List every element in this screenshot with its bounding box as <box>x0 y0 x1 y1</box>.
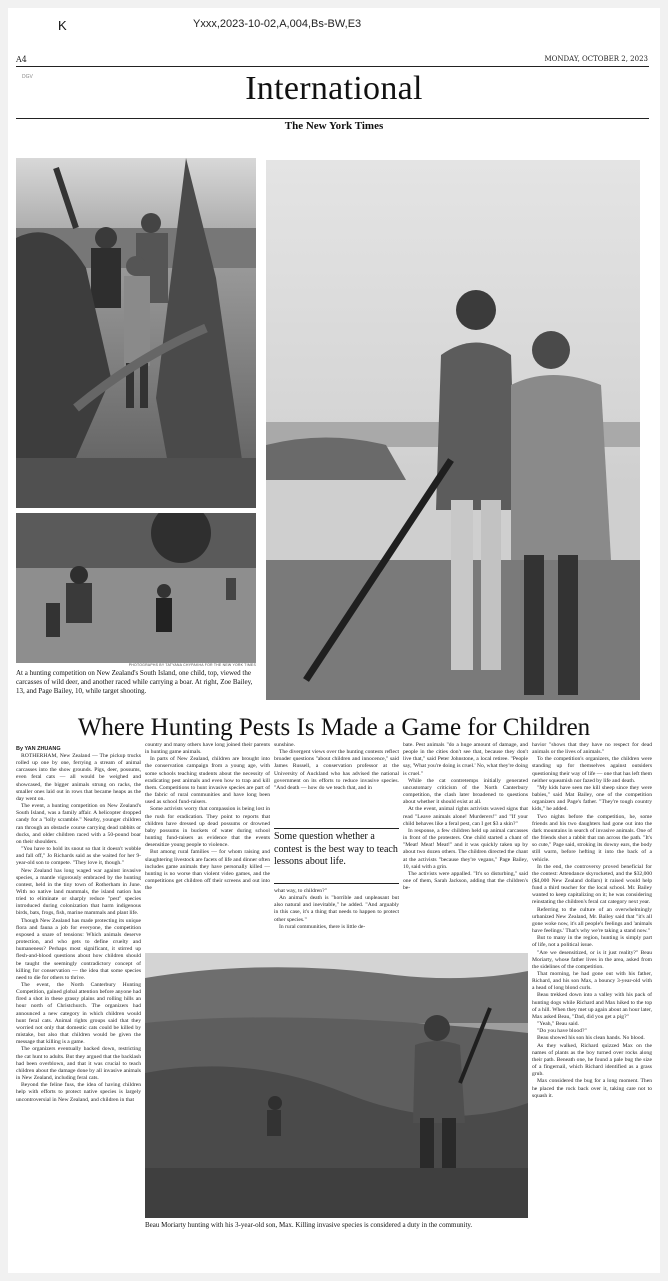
boar-race-image <box>16 513 256 663</box>
slug-letter: K <box>58 18 67 33</box>
top-photo-caption: At a hunting competition on New Zealand's South Island, one child, top, viewed the carcasses of wild deer, and another raced while carrying a boar. At right, Zoe Bailey, 13, and Page Bailey, 10, while target shooting. <box>16 669 253 695</box>
newspaper-page <box>8 8 660 1273</box>
bottom-photo-caption: Beau Moriarty hunting with his 3-year-old son, Max. Killing invasive species is considered a duty in the community. <box>145 1221 473 1229</box>
edition-tag: DGV <box>22 74 33 80</box>
pull-quote-rule-bottom <box>274 883 399 884</box>
pull-quote-rule-top <box>274 828 399 829</box>
article-column-3: sunshine. The divergent views over the hunting contests reflect broader questions "about children and innocence," said James Russell, a conservation professor at the University of Auckland who has advised the national government on its efforts to reduce invasive species. "And death — how do we teach that, and in <box>274 742 399 791</box>
pull-quote: Some question whether a contest is the best way to teach lessons about life. <box>274 831 398 867</box>
photo-deer-carcasses <box>16 158 256 508</box>
hunting-hillside-image <box>145 953 528 1218</box>
header-rule-bottom <box>16 118 649 119</box>
page-date: MONDAY, OCTOBER 2, 2023 <box>544 55 648 63</box>
article-headline: Where Hunting Pests Is Made a Game for Children <box>77 714 591 741</box>
slug-code: Yxxx,2023-10-02,A,004,Bs-BW,E3 <box>193 18 362 30</box>
photo-credit: PHOTOGRAPHS BY TATYANA CHYPAKHA FOR THE NEW YORK TIMES <box>128 663 256 667</box>
article-column-2: country and many others have long joined their parents in hunting game animals. In parts of New Zealand, children are brought into the conservation campaign from a young age, with some schools teaching students about the necessity of eradicating pest animals and even how to trap and kill them. Competitions to hunt invasive species are part of the fabric of rural communities and have long been used as school fund-raisers. Some activists worry that compassion is being lost in the rush for eradication. They point to reports that children have dressed up dead possums or drowned baby possums in buckets of water during school hunting fund-raisers as evidence that the events desensitize young people to violence. But among rural families — for whom raising and slaughtering livestock are facets of life and dinner often includes game animals they have personally killed — hunting is no worse than violent video games, and the competitions get children off their screens and out into the <box>145 742 270 892</box>
article-column-5: havior "shows that they have no respect for dead animals or the lives of animals." To the competition's organizers, the children were standing up for themselves against outsiders questioning their way of life — one that has left them neither squeamish nor fazed by life and death. "My kids have seen me kill sheep since they were babies," said Mat Bailey, one of the competition organizers and Page's father. "They're tough country kids," he added. Two nights before the competition, he, some friends and his two daughters had gone out into the dark mountains in search of invasive animals. One of the friends shot a rabbit that ran across the path. "It's so cute," Page said, stroking its downy ears, the body still warm, before hefting it into the back of a vehicle. In the end, the controversy proved beneficial for the contest: Attendance skyrocketed, and the $32,000 ($4,000 New Zealand dollars) it raised would help fund a third teacher for the local school. Mr. Bailey wanted to keep capitalizing on it; he was considering reinstating the children's feral cat category next year. Referring to the culture of an overwhelmingly urbanized New Zealand, Mr. Bailey said that "it's all gone woke now, it's all people's feelings and 'animals have feelings.' That's why we're taking a stand now." But to many in the region, hunting is simply part of life, not a political issue. "Are we desensitized, or is it just reality?" Beau Moriarty, whose father lives in the area, asked from the sidelines of the competition. That morning, he had gone out with his father, Richard, and his son Max, a bouncy 3-year-old with a head of long blond curls. Beau trekked down into a valley with his pack of hunting dogs while Richard and Max hiked to the top of a hill. When they met up again about an hour later, Max asked Beau, "Dad, did you get a pig?" "Yeah," Beau said. "Do you have blood?" Beau showed his son his clean hands. No blood. As they walked, Richard quizzed Max on the names of plants as the boy turned over rocks along their path. Beneath one, he found a pale bug the size of a fingernail, which Richard identified as a grass grub. Max considered the bug for a long moment. Then he placed the rock back over it, taking care not to squash it. <box>532 742 652 1099</box>
photo-bailey-sisters <box>266 160 640 700</box>
deer-carcass-image <box>16 158 256 508</box>
article-byline: By YAN ZHUANG <box>16 746 61 752</box>
photo-hunting-hillside <box>145 953 528 1218</box>
section-title: International <box>245 70 423 107</box>
masthead-logo: The New York Times <box>284 120 384 132</box>
article-column-3-continued: what way, to children?" An animal's death is "horrible and unpleasant but also natural and inevitable," he added. "And arguably in this case, it's a thing that needs to happen to protect other species." In rural communities, there is little de- <box>274 888 399 930</box>
page-number: A4 <box>16 55 27 64</box>
article-column-4: bate. Pest animals "do a huge amount of damage, and people in the cities don't see that, because they don't live that," said Peter Johnstone, a local retiree. "People say, 'What you're doing is cruel.' No, what they're doing is cruel." While the cat contretemps initially generated uncustomary criticism of the North Canterbury competition, the clash later broadened to questions about whether it should exist at all. At the event, animal rights activists waved signs that read "Leave animals alone! Murderers!" and "If your child behaves like a feral pest, can I get $3 a skin?" In response, a few children held up animal carcasses in front of the protesters. One child started a chant of "Meat! Meat! Meat!" and it was quickly taken up by about two dozen others. The children directed the chant at the activists "because they're vegans," Page Bailey, 10, said with a grin. The activists were appalled. "It's so disturbing," said one of them, Sarah Jackson, adding that the children's be- <box>403 742 528 892</box>
article-column-1: ROTHERHAM, New Zealand — The pickup trucks rolled up one by one, ferrying a stream of animal carcasses into the show grounds. Pigs, deer, possums, even feral cats — all would be weighed and showcased, the bigger animals strung on racks, the smaller ones laid out in rows that became heaps as the day went on. The event, a hunting competition on New Zealand's South Island, was a family affair. A helicopter dropped candy for a "lolly scramble." Nearby, younger children ran through an obstacle course carrying dead rabbits or ducks, and older children raced with a 50-pound boar on their shoulders. "You have to hold its snout so that it doesn't wobble and fall off," Jo Richards said as she waited for her 9-year-old son to compete. "They love it, though." New Zealand has long waged war against invasive species, a mantle vigorously embraced by the hunting contest, held in the tiny town of Rotherham in June. With no native land mammals, the island nation has tried to eliminate or sharply reduce "pest" species introduced during colonization that harm indigenous birds, bats, frogs, fish, marine mammals and plant life. Though New Zealand has made protecting its unique flora and fauna a job for everyone, the competition exposed a snare of tensions: Which animals deserve protection, and who gets to define cruelty and humaneness? Perhaps most significant, it stirred up flesh-and-blood questions about how children should be taught the seemingly contradictory concept of killing for conservation — the idea that some species need to die for others to thrive. The event, the North Canterbury Hunting Competition, gained global attention before anyone had fired a shot in these grassy plains and rolling hills an hour north of Christchurch. The organizers had announced a new category in which children would hunt feral cats. Animal rights groups said that they worried not only that domestic cats could be killed by mistake, but also that children would be given the message that killing is a game. The organizers eventually backed down, restricting the cat hunt to adults. But they argued that the backlash had been overblown, and that it was crucial to teach children about the damage done by all invasive animals in New Zealand, including feral cats. Beyond the feline fuss, the idea of having children help with efforts to protect native species is largely uncontroversial in New Zealand, and children in that <box>16 753 141 1103</box>
photo-boar-race <box>16 513 256 663</box>
header-rule-top <box>16 66 649 67</box>
bailey-sisters-image <box>266 160 640 700</box>
